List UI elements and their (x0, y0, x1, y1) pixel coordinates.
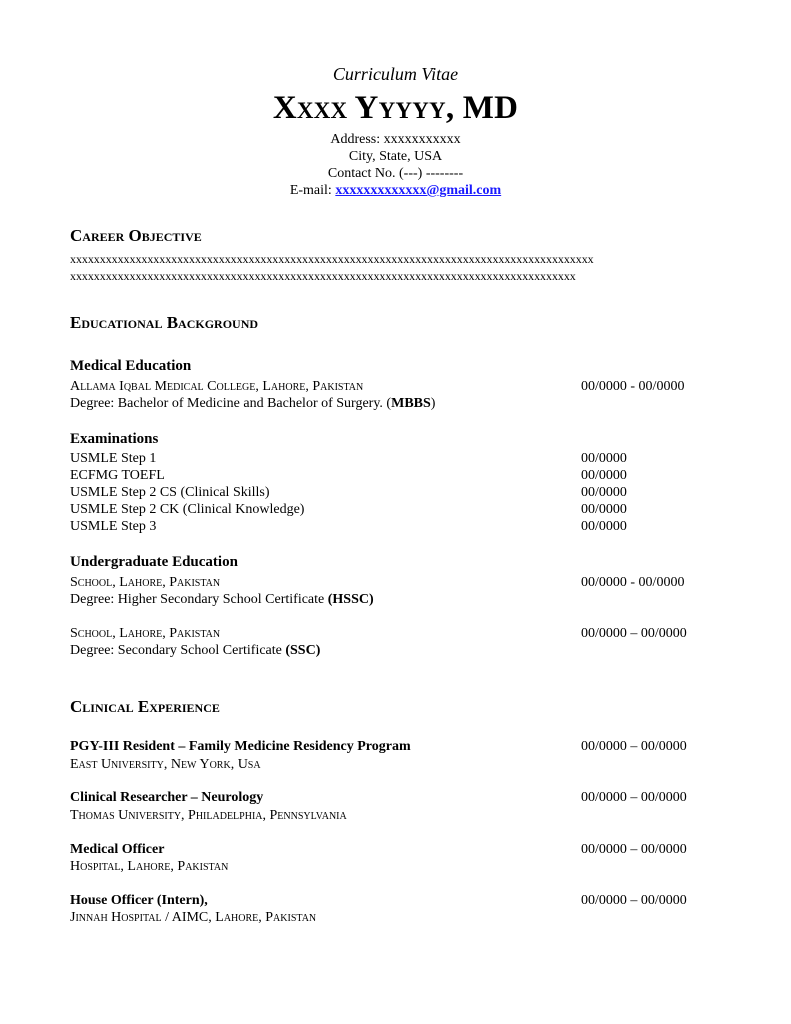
exam-date: 00/0000 (581, 451, 627, 466)
city-line: City, State, USA (348, 149, 443, 164)
school-degree (70, 643, 320, 659)
medical-degree-text: Degree: Bachelor of Medicine and Bachelor of Surgery. ( (70, 396, 392, 411)
undergrad-dates: 00/0000 - 00/0000 (581, 575, 685, 590)
email-line (0, 182, 791, 199)
school-degree-abbr: (SSC) (285, 643, 321, 658)
exam-date: 00/0000 (581, 502, 627, 517)
medical-degree-abbr: MBBS (391, 396, 431, 411)
medical-dates: 00/0000 - 00/0000 (581, 379, 685, 394)
experience-dates: 00/0000 – 00/0000 (581, 739, 687, 754)
experience-dates: 00/0000 – 00/0000 (581, 842, 687, 857)
contact-number: Contact No. (---) -------- (327, 166, 464, 181)
experience-role: Clinical Researcher – Neurology (70, 790, 264, 805)
exam-name: USMLE Step 1 (70, 451, 157, 466)
school-degree-text: Degree: Secondary School Certificate (70, 643, 286, 658)
experience-dates: 00/0000 – 00/0000 (581, 790, 687, 805)
exam-name: USMLE Step 3 (70, 519, 157, 534)
exam-name: USMLE Step 2 CK (Clinical Knowledge) (70, 502, 305, 517)
exam-date: 00/0000 (581, 519, 627, 534)
medical-institution: Allama Iqbal Medical College, Lahore, Pakistan (70, 379, 364, 394)
address-line: Address: xxxxxxxxxxx (330, 132, 461, 147)
clinical-experience-heading: Clinical Experience (70, 697, 220, 716)
undergrad-institution: School, Lahore, Pakistan (70, 575, 221, 590)
career-objective-line-1: xxxxxxxxxxxxxxxxxxxxxxxxxxxxxxxxxxxxxxxxxxxxxxxxxxxxxxxxxxxxxxxxxxxxxxxxxxxxxxxxxxxxxxxx (70, 252, 594, 266)
experience-role: PGY-III Resident – Family Medicine Residency Program (70, 739, 411, 754)
experience-dates: 00/0000 – 00/0000 (581, 893, 687, 908)
examinations-heading: Examinations (70, 431, 159, 447)
medical-degree (70, 396, 435, 412)
exam-name: ECFMG TOEFL (70, 468, 165, 483)
undergrad-degree-abbr: (HSSC) (327, 592, 374, 607)
cv-subtitle: Curriculum Vitae (332, 64, 459, 84)
experience-role: House Officer (Intern), (70, 893, 208, 908)
school-dates: 00/0000 – 00/0000 (581, 626, 687, 641)
career-objective-line-2: xxxxxxxxxxxxxxxxxxxxxxxxxxxxxxxxxxxxxxxxxxxxxxxxxxxxxxxxxxxxxxxxxxxxxxxxxxxxxxxxxxxxx (70, 269, 576, 283)
experience-place: East University, New York, Usa (70, 757, 261, 772)
medical-degree-close: ) (430, 396, 436, 411)
experience-place: Thomas University, Philadelphia, Pennsylvania (70, 808, 347, 823)
medical-education-heading: Medical Education (70, 358, 192, 374)
experience-place: Jinnah Hospital / AIMC, Lahore, Pakistan (70, 910, 317, 925)
school-institution: School, Lahore, Pakistan (70, 626, 221, 641)
experience-place: Hospital, Lahore, Pakistan (70, 859, 229, 874)
exam-date: 00/0000 (581, 468, 627, 483)
undergraduate-heading: Undergraduate Education (70, 554, 238, 570)
career-objective-heading: Career Objective (70, 226, 202, 245)
candidate-name: Xxxx Yyyyy, MD (272, 90, 519, 126)
exam-name: USMLE Step 2 CS (Clinical Skills) (70, 485, 270, 500)
education-heading: Educational Background (70, 313, 259, 332)
exam-date: 00/0000 (581, 485, 627, 500)
undergrad-degree-text: Degree: Higher Secondary School Certificate (70, 592, 328, 607)
undergrad-degree (70, 592, 374, 608)
email-label: E-mail: (289, 183, 336, 198)
experience-role: Medical Officer (70, 842, 165, 857)
email-link[interactable]: xxxxxxxxxxxxx@gmail.com (335, 183, 502, 198)
